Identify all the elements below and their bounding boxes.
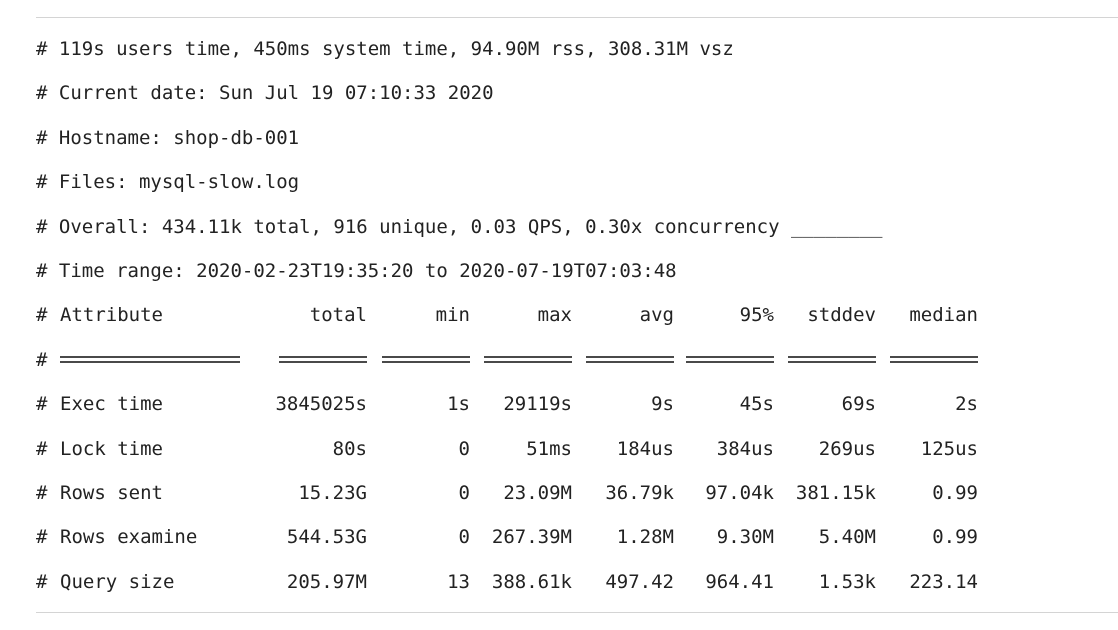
bottom-divider [36, 612, 1118, 613]
row-hash: # [36, 570, 48, 593]
header-line-hostname: # Hostname: shop-db-001 [36, 126, 300, 149]
row-attribute: Lock time [60, 437, 163, 460]
table-row [36, 471, 1118, 515]
row-avg: 9s [651, 393, 674, 416]
column-header-max: max [537, 304, 572, 327]
row-total: 544.53G [286, 526, 367, 549]
row-max: 51ms [526, 437, 572, 460]
separator-stddev [788, 338, 876, 382]
separator-avg [586, 338, 674, 382]
row-total: 205.97M [286, 570, 367, 593]
table-row [36, 560, 1118, 604]
row-median: 223.14 [909, 570, 978, 593]
separator-total [279, 338, 367, 382]
separator-95pct [686, 338, 774, 382]
row-median: 0.99 [932, 526, 978, 549]
table-row [36, 515, 1118, 559]
row-max: 23.09M [503, 481, 572, 504]
row-attribute: Exec time [60, 393, 163, 416]
column-header-stddev: stddev [807, 304, 876, 327]
row-95pct: 964.41 [705, 570, 774, 593]
slow-log-report [36, 27, 1118, 604]
header-line-time-range: # Time range: 2020-02-23T19:35:20 to 2020-07-19T07:03:48 [36, 259, 677, 282]
row-hash: # [36, 304, 48, 327]
row-total: 80s [332, 437, 367, 460]
table-row [36, 382, 1118, 426]
row-max: 267.39M [491, 526, 572, 549]
row-stddev: 69s [841, 393, 876, 416]
row-95pct: 384us [716, 437, 774, 460]
header-line-date: # Current date: Sun Jul 19 07:10:33 2020 [36, 82, 494, 105]
header-line-overall: # Overall: 434.11k total, 916 unique, 0.03 QPS, 0.30x concurrency ________ [36, 215, 883, 238]
row-hash: # [36, 526, 48, 549]
row-attribute: Query size [60, 570, 175, 593]
row-median: 2s [955, 393, 978, 416]
row-max: 388.61k [491, 570, 572, 593]
column-header-95pct: 95% [739, 304, 774, 327]
row-min: 0 [458, 526, 470, 549]
separator-max [484, 338, 572, 382]
row-median: 125us [920, 437, 978, 460]
row-median: 0.99 [932, 481, 978, 504]
separator-median [890, 338, 978, 382]
row-min: 13 [447, 570, 470, 593]
row-95pct: 45s [739, 393, 774, 416]
row-hash: # [36, 393, 48, 416]
row-attribute: Rows sent [60, 481, 163, 504]
row-stddev: 5.40M [818, 526, 876, 549]
row-avg: 184us [616, 437, 674, 460]
row-total: 3845025s [275, 393, 367, 416]
table-separator-row [36, 338, 1118, 382]
table-header-row [36, 293, 1118, 337]
row-stddev: 269us [818, 437, 876, 460]
header-line-cpu: # 119s users time, 450ms system time, 94.90M rss, 308.31M vsz [36, 38, 734, 60]
row-total: 15.23G [298, 481, 367, 504]
column-header-min: min [435, 304, 470, 327]
row-stddev: 1.53k [818, 570, 876, 593]
column-header-total: total [309, 304, 367, 327]
header-line-files: # Files: mysql-slow.log [36, 171, 300, 194]
row-hash: # [36, 481, 48, 504]
row-95pct: 9.30M [716, 526, 774, 549]
column-header-median: median [909, 304, 978, 327]
column-header-avg: avg [639, 304, 674, 327]
row-avg: 36.79k [605, 481, 674, 504]
table-row [36, 427, 1118, 471]
row-avg: 497.42 [605, 570, 674, 593]
separator-attribute [60, 338, 240, 382]
row-min: 1s [447, 393, 470, 416]
separator-min [382, 338, 470, 382]
top-divider [36, 17, 1118, 18]
column-header-attribute: Attribute [60, 304, 163, 327]
row-attribute: Rows examine [60, 526, 198, 549]
row-min: 0 [458, 437, 470, 460]
row-max: 29119s [503, 393, 572, 416]
row-avg: 1.28M [616, 526, 674, 549]
row-min: 0 [458, 481, 470, 504]
row-hash: # [36, 348, 48, 371]
row-hash: # [36, 437, 48, 460]
row-stddev: 381.15k [795, 481, 876, 504]
row-95pct: 97.04k [705, 481, 774, 504]
